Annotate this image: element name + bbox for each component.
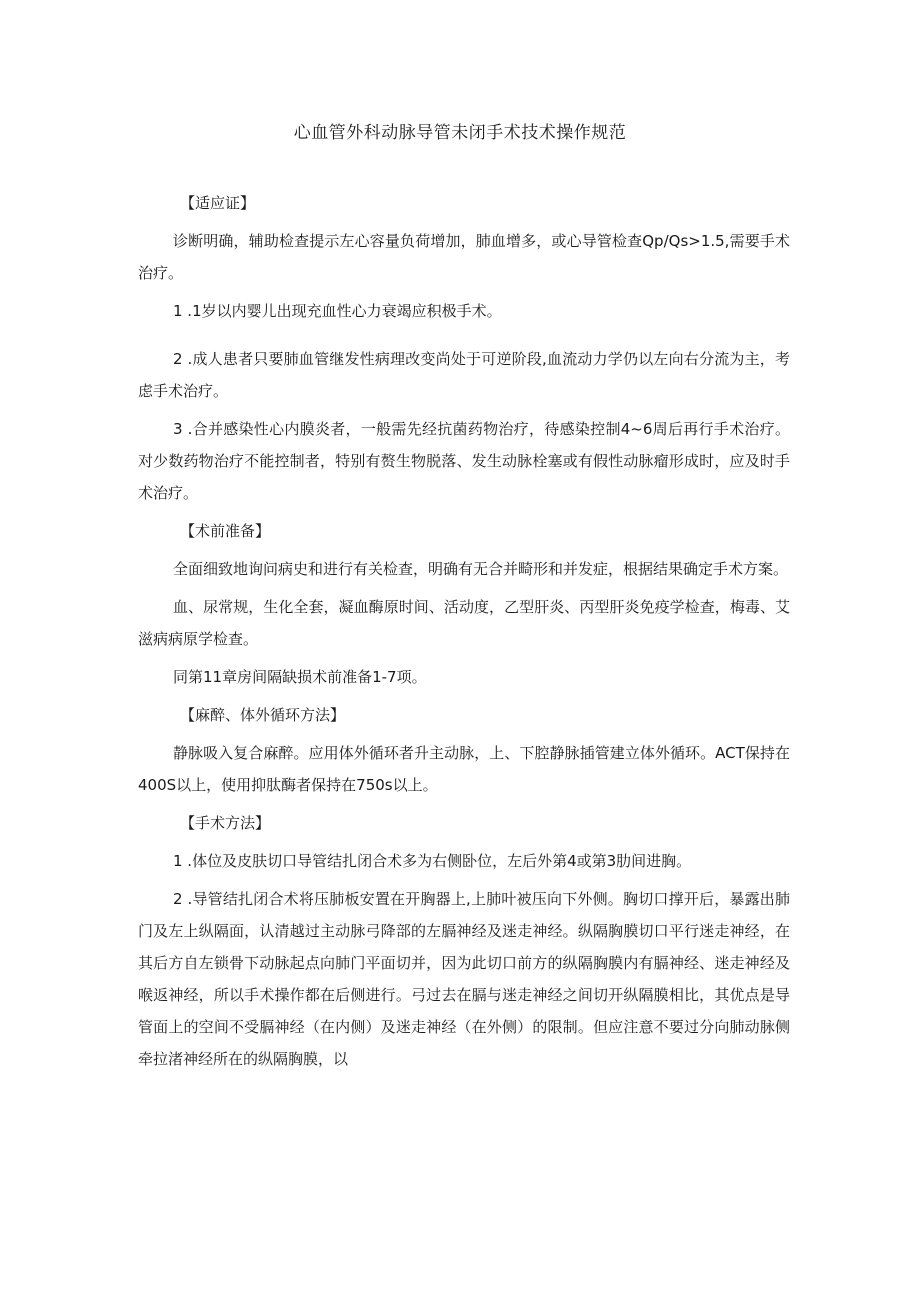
- paragraph: 诊断明确，辅助检查提示左心容量负荷增加，肺血增多，或心导管检查Qp/Qs>1.5,需要手术治疗。: [138, 232, 790, 282]
- section-heading-anesthesia: 【麻醉、体外循环方法】: [180, 706, 346, 724]
- paragraph: 1 .1岁以内婴儿出现充血性心力衰竭应积极手术。: [173, 302, 502, 320]
- document-title: 心血管外科动脉导管未闭手术技术操作规范: [293, 123, 627, 143]
- document-body: [138, 187, 790, 1081]
- section-heading-indications: 【适应证】: [180, 194, 256, 212]
- section-heading-surgery: 【手术方法】: [180, 814, 271, 832]
- paragraph: 2 .成人患者只要肺血管继发性病理改变尚处于可逆阶段,血流动力学仍以左向右分流为主，考虑手术治疗。: [138, 350, 790, 400]
- section-heading-preop: 【术前准备】: [180, 522, 271, 540]
- paragraph: 静脉吸入复合麻醉。应用体外循环者升主动脉，上、下腔静脉插管建立体外循环。ACT保持在400S以上，使用抑肽酶者保持在750s以上。: [138, 744, 790, 794]
- paragraph: 1 .体位及皮肤切口导管结扎闭合术多为右侧卧位，左后外第4或第3肋间进胸。: [173, 852, 692, 870]
- paragraph: 2 .导管结扎闭合术将压肺板安置在开胸器上,上肺叶被压向下外侧。胸切口撑开后，暴露出肺门及左上纵隔面，认清越过主动脉弓降部的左膈神经及迷走神经。纵隔胸膜切口平行迷走神经，在其后方自左锁骨下动脉起点向肺门平面切并，因为此切口前方的纵隔胸膜内有膈神经、迷走神经及喉返神经，所以手术操作都在后侧进行。弓过去在膈与迷走神经之间切开纵隔膜相比，其优点是导管面上的空间不受膈神经（在内侧）及迷走神经（在外侧）的限制。但应注意不要过分向肺动脉侧牵拉渚神经所在的纵隔胸膜，以: [138, 890, 790, 1068]
- paragraph: 同第11章房间隔缺损术前准备1-7项。: [173, 668, 427, 686]
- paragraph: 血、尿常规，生化全套，凝血酶原时间、活动度，乙型肝炎、丙型肝炎免疫学检查，梅毒、艾滋病病原学检查。: [138, 598, 790, 648]
- paragraph: 全面细致地询问病史和进行有关检查，明确有无合并畸形和并发症，根据结果确定手术方案。: [173, 560, 789, 578]
- paragraph: 3 .合并感染性心内膜炎者，一般需先经抗菌药物治疗，待感染控制4~6周后再行手术治疗。对少数药物治疗不能控制者，特别有赘生物脱落、发生动脉栓塞或有假性动脉瘤形成时，应及时手术治疗。: [138, 420, 790, 502]
